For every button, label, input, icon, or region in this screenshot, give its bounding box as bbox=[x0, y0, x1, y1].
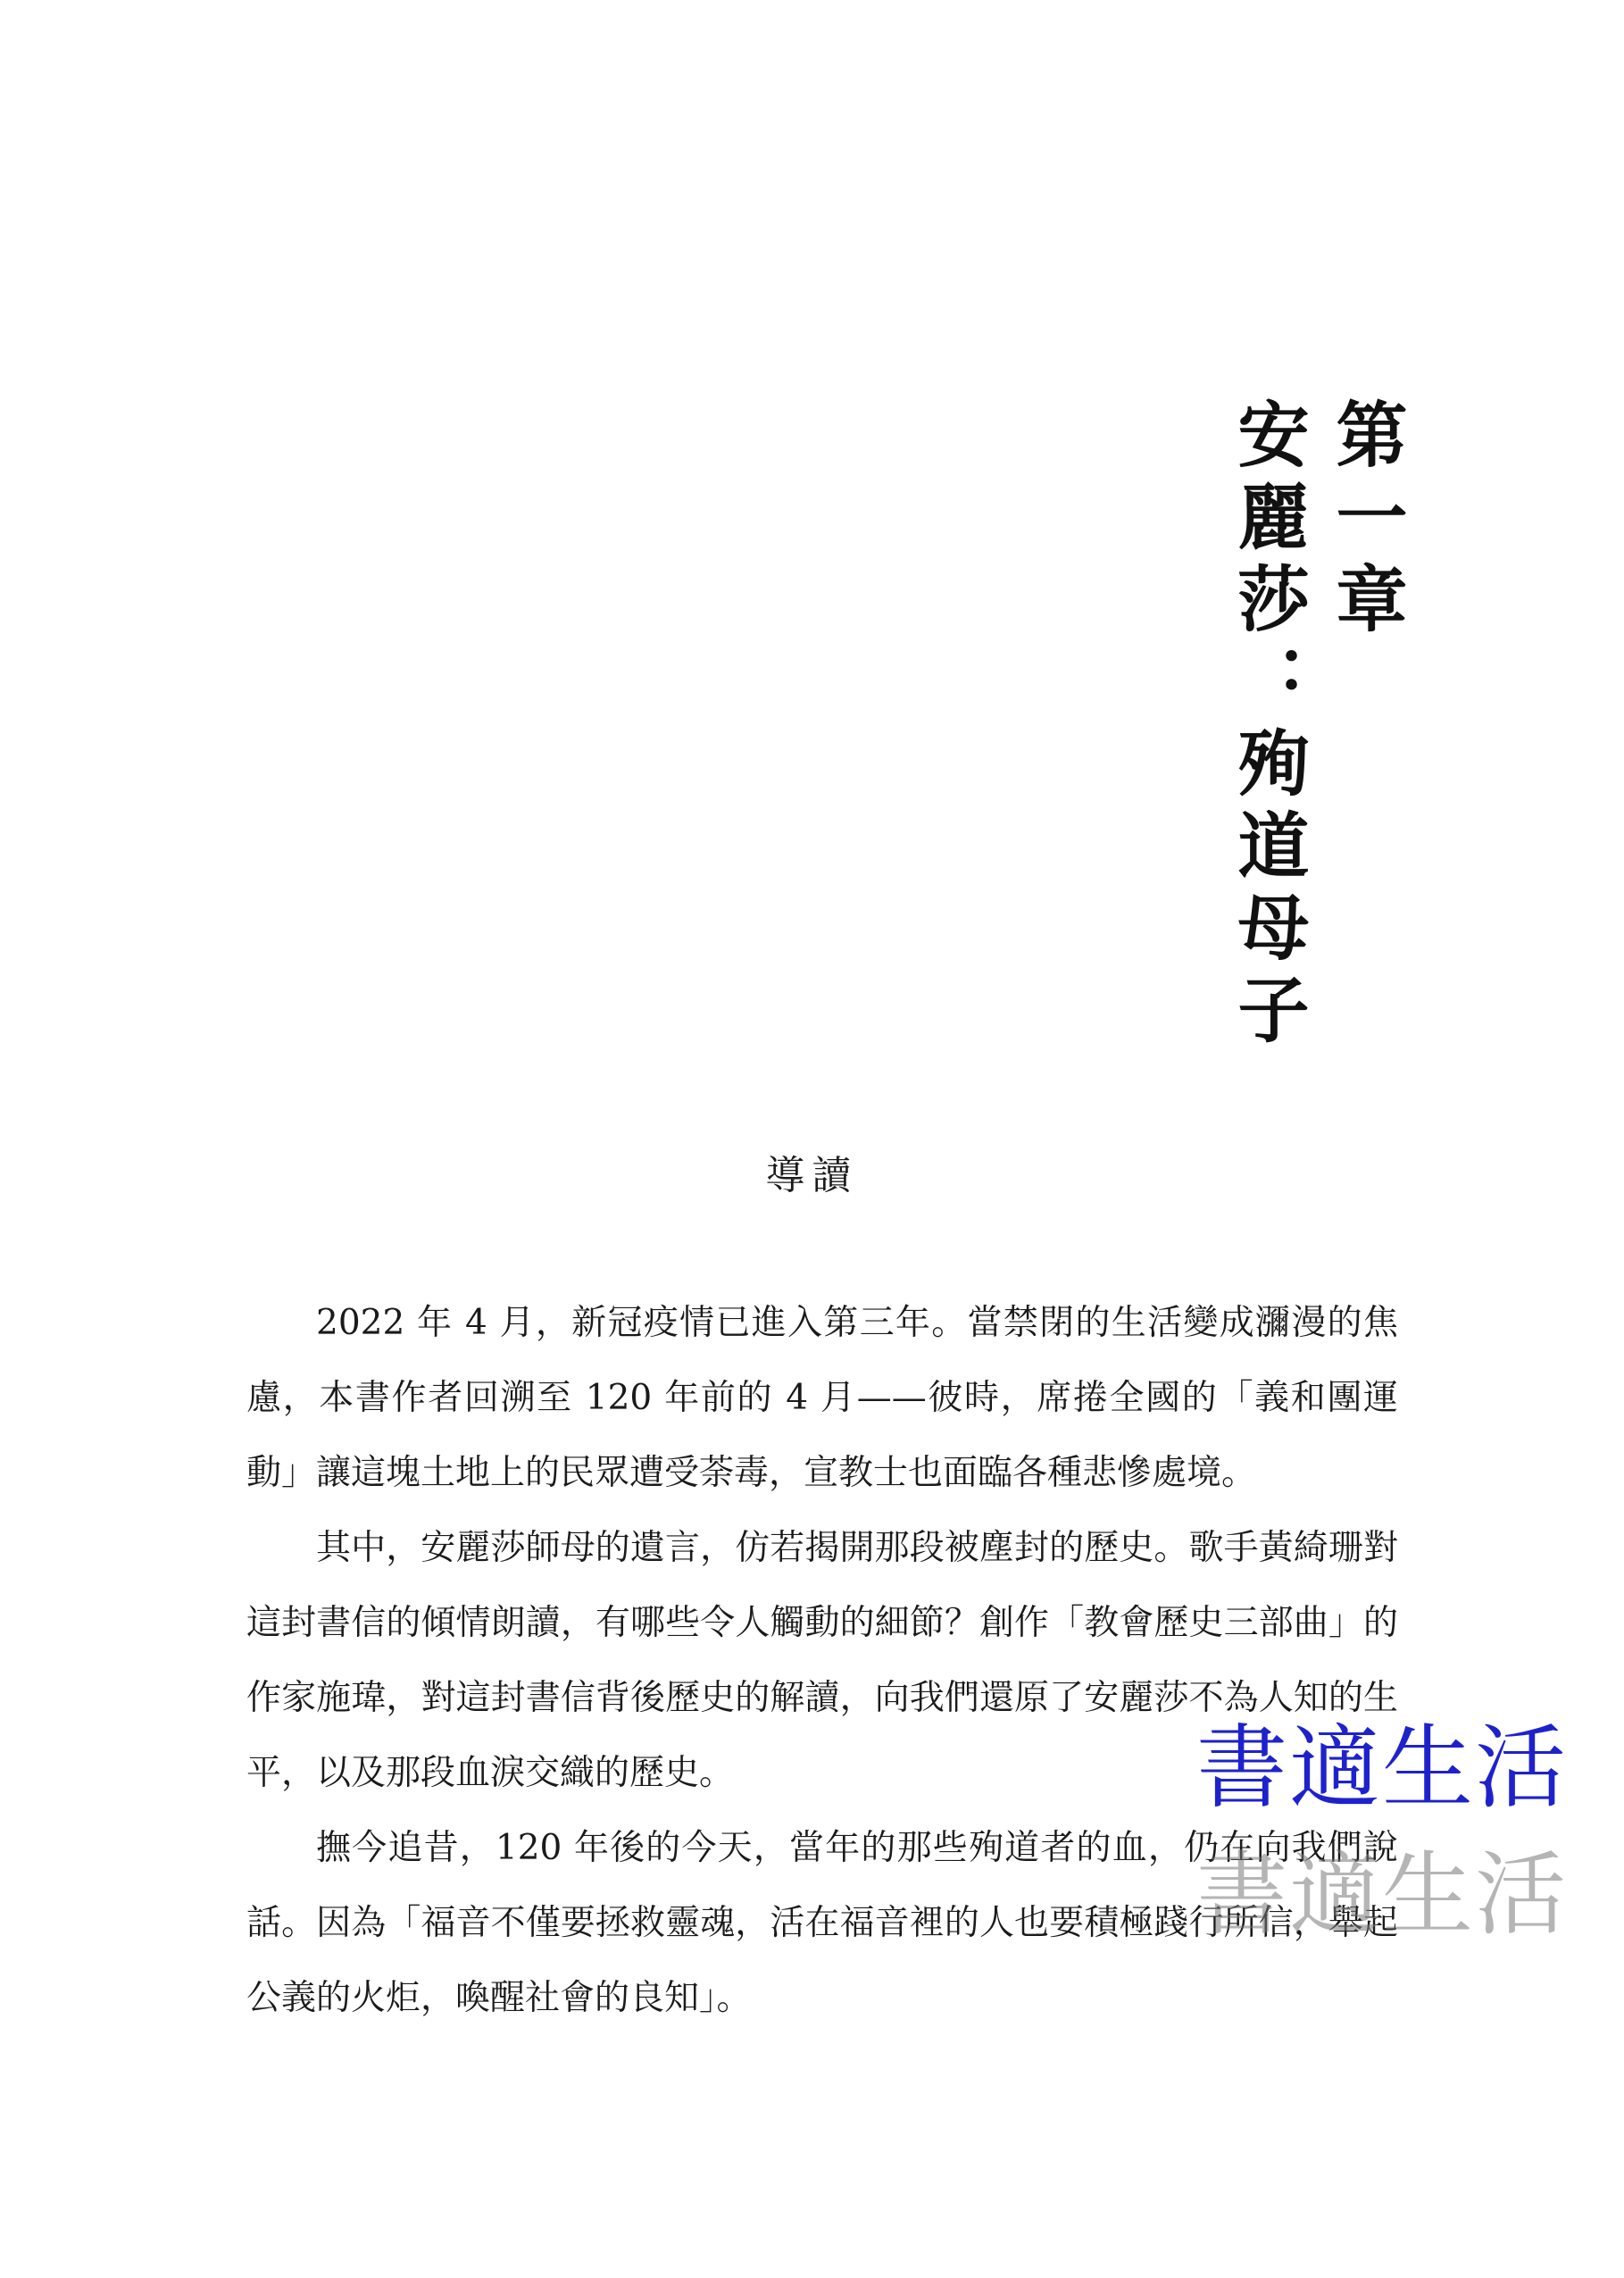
intro-paragraph-2: 其中，安麗莎師母的遺言，仿若揭開那段被塵封的歷史。歌手黃綺珊對這封書信的傾情朗讀，有哪些令人觸動的細節？創作「教會歷史三部曲」的作家施瑋，對這封書信背後歷史的解讀，向我們還原了安麗莎不為人知的生平，以及那段血淚交織的歷史。 bbox=[246, 1528, 1398, 1793]
intro-paragraph-1: 2022 年 4 月，新冠疫情已進入第三年。當禁閉的生活變成瀰漫的焦慮，本書作者回溯至 120 年前的 4 月——彼時，席捲全國的「義和團運動」讓這塊土地上的民眾遭受荼毒，宣教士也面臨各種悲慘處境。 bbox=[246, 1303, 1398, 1493]
watermark-primary: 書適生活 bbox=[1196, 1715, 1568, 1822]
watermark-secondary: 書適生活 bbox=[1196, 1842, 1568, 1948]
intro-paragraph-3: 撫今追昔，120 年後的今天，當年的那些殉道者的血，仍在向我們說話。因為「福音不僅要拯救靈魂，活在福音裡的人也要積極踐行所信，舉起公義的火炬，喚醒社會的良知」。 bbox=[246, 1828, 1398, 2018]
chapter-number: 第一章 bbox=[1324, 397, 1408, 644]
intro-heading: 導讀 bbox=[765, 1153, 859, 1198]
chapter-title: 安麗莎：殉道母子 bbox=[1226, 397, 1310, 1055]
